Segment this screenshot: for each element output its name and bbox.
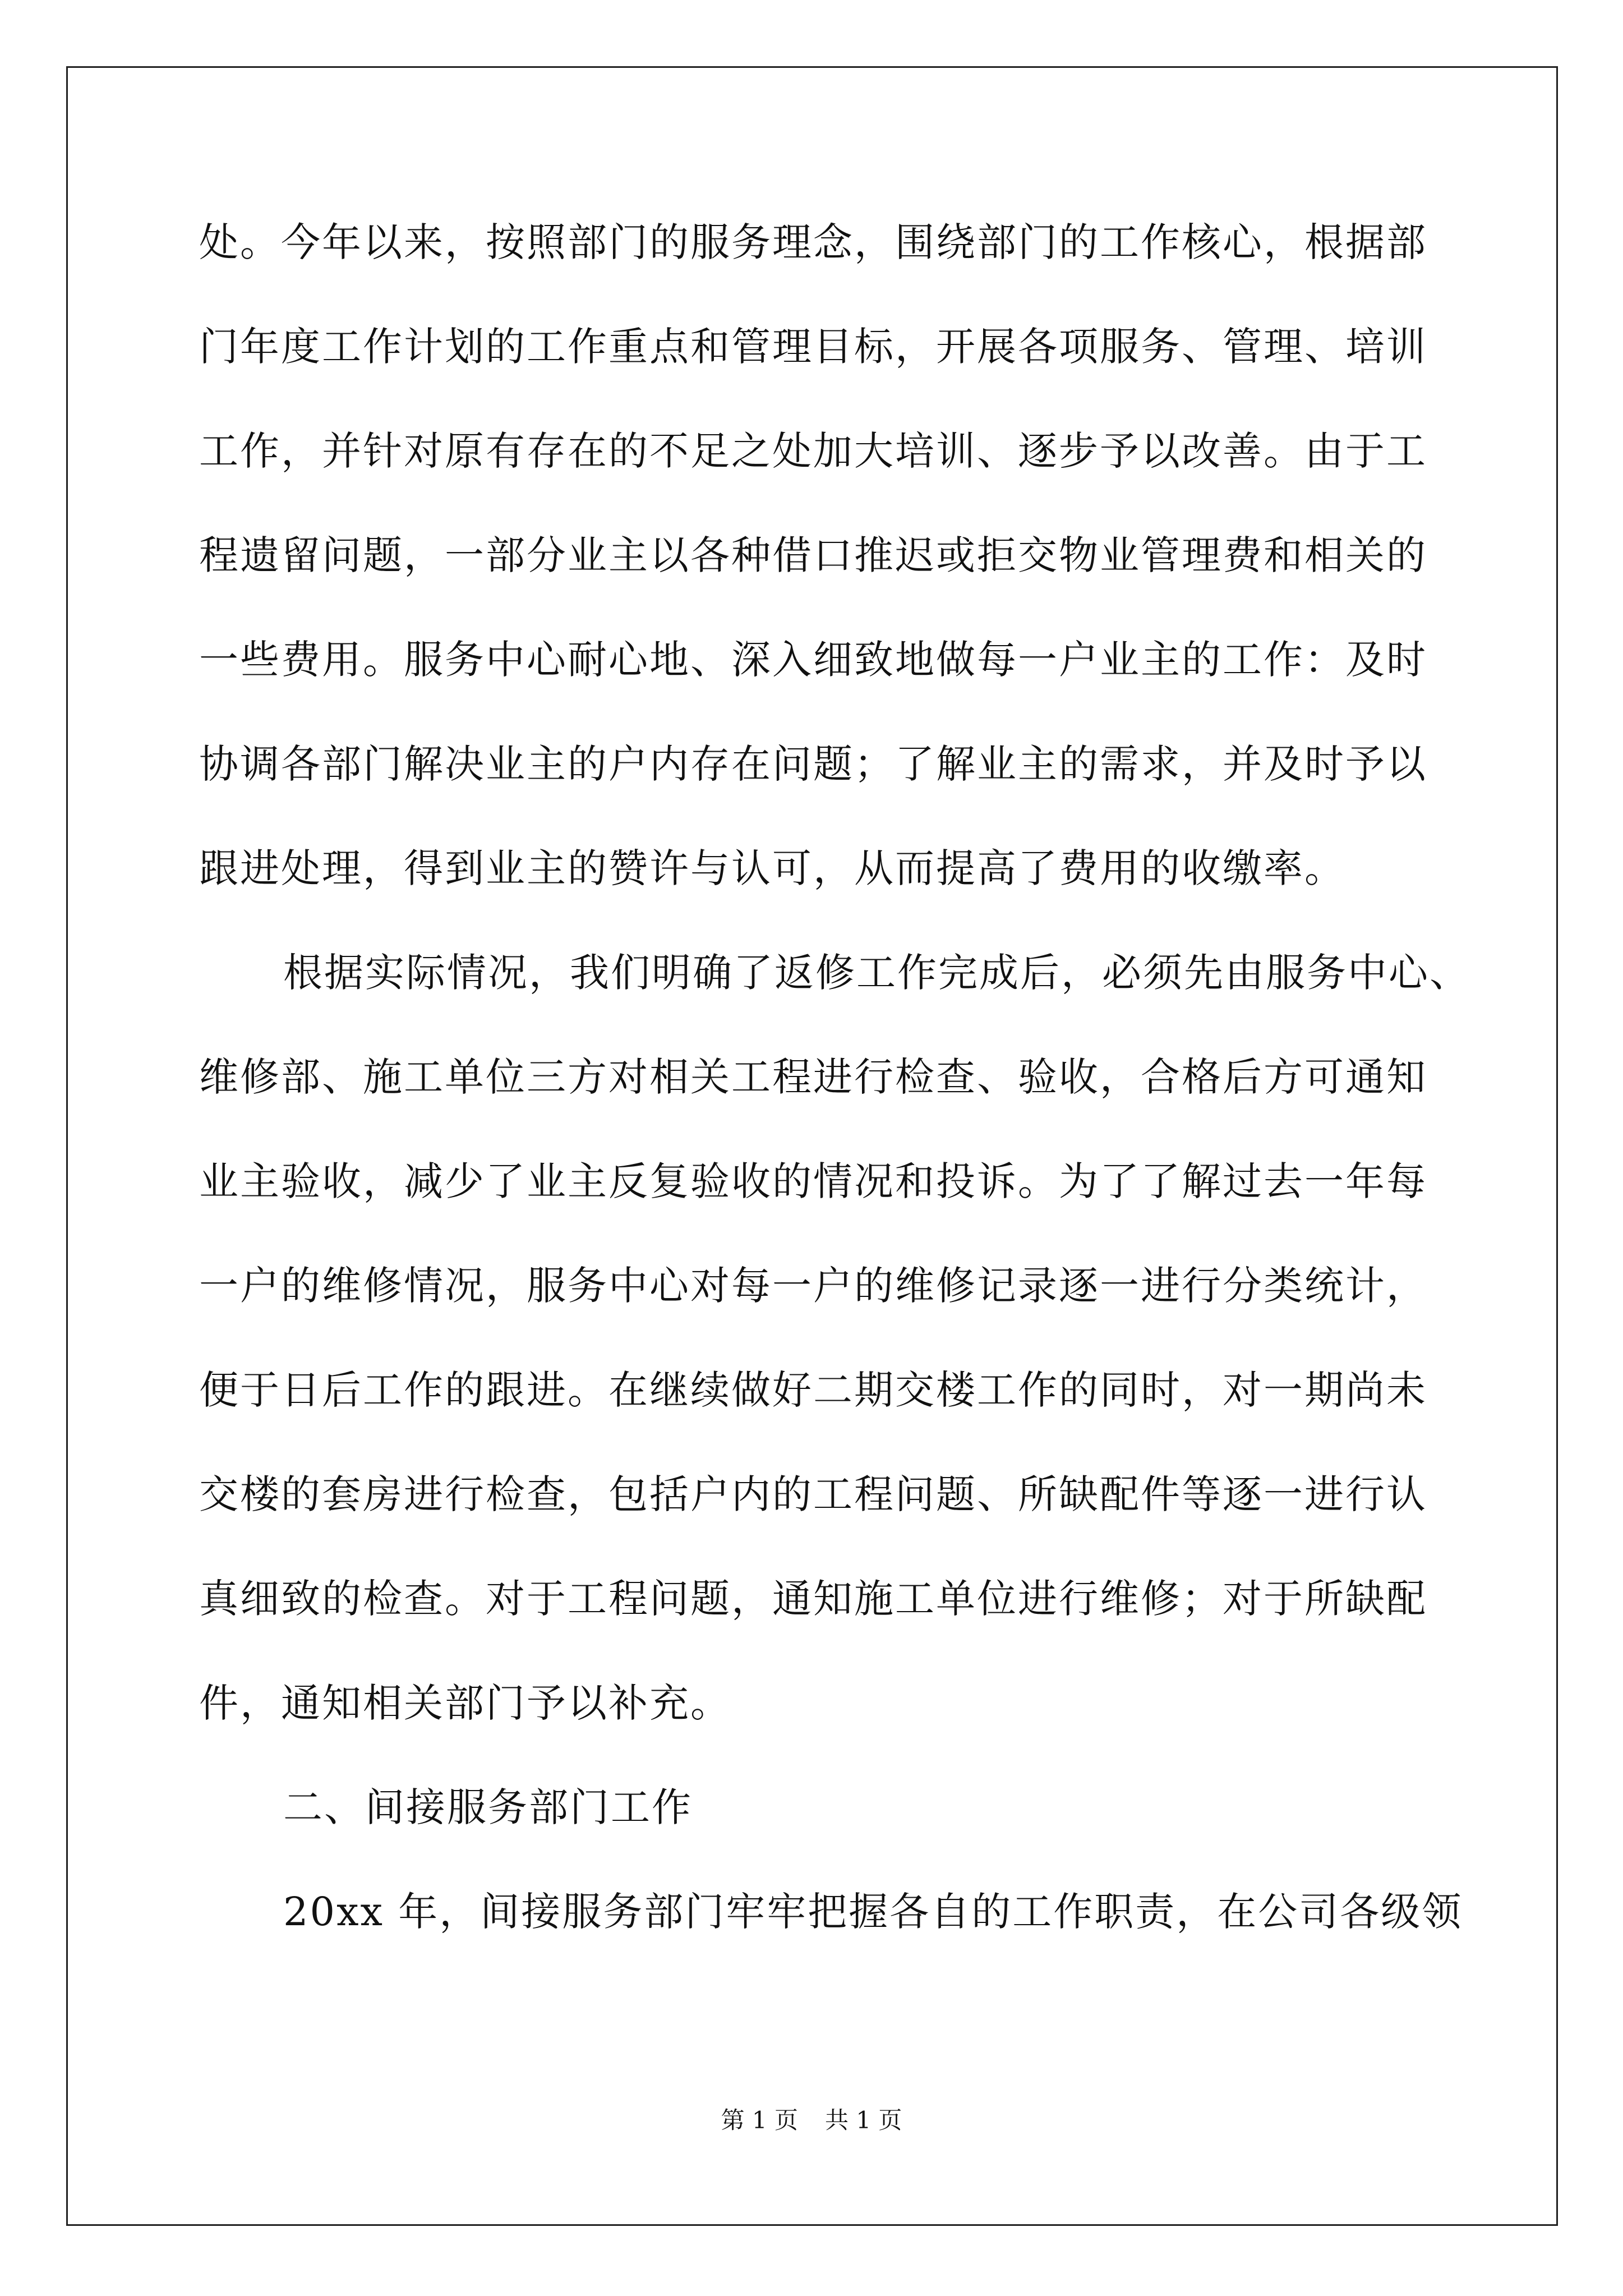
document-body	[199, 210, 1470, 1984]
text-line: 协调各部门解决业主的户内存在问题；了解业主的需求，并及时予以	[199, 741, 1427, 787]
text-line: 维修部、施工单位三方对相关工程进行检查、验收，合格后方可通知	[199, 1054, 1427, 1100]
text-line: 一户的维修情况，服务中心对每一户的维修记录逐一进行分类统计，	[199, 1263, 1427, 1309]
text-line: 真细致的检查。对于工程问题，通知施工单位进行维修；对于所缺配	[199, 1576, 1427, 1622]
text-line: 20xx 年，间接服务部门牢牢把握各自的工作职责，在公司各级领	[283, 1889, 1463, 1935]
text-line: 交楼的套房进行检查，包括户内的工程问题、所缺配件等逐一进行认	[199, 1471, 1427, 1517]
text-line: 便于日后工作的跟进。在继续做好二期交楼工作的同时，对一期尚未	[199, 1367, 1427, 1413]
text-line: 根据实际情况，我们明确了返修工作完成后，必须先由服务中心、	[283, 950, 1470, 996]
text-line: 业主验收，减少了业主反复验收的情况和投诉。为了了解过去一年每	[199, 1158, 1427, 1204]
text-line: 处。今年以来，按照部门的服务理念，围绕部门的工作核心，根据部	[199, 219, 1427, 265]
page-total: 共 1 页	[825, 2106, 902, 2134]
page-footer	[0, 2104, 1623, 2137]
text-line: 一些费用。服务中心耐心地、深入细致地做每一户业主的工作：及时	[199, 637, 1427, 683]
page-number: 第 1 页	[721, 2106, 798, 2134]
text-line: 程遗留问题，一部分业主以各种借口推迟或拒交物业管理费和相关的	[199, 532, 1427, 578]
text-line: 门年度工作计划的工作重点和管理目标，开展各项服务、管理、培训	[199, 324, 1427, 370]
text-line: 工作，并针对原有存在的不足之处加大培训、逐步予以改善。由于工	[199, 428, 1427, 474]
text-line: 跟进处理，得到业主的赞许与认可，从而提高了费用的收缴率。	[199, 845, 1345, 891]
section-heading: 二、间接服务部门工作	[283, 1784, 693, 1830]
text-line: 件，通知相关部门予以补充。	[199, 1680, 731, 1726]
